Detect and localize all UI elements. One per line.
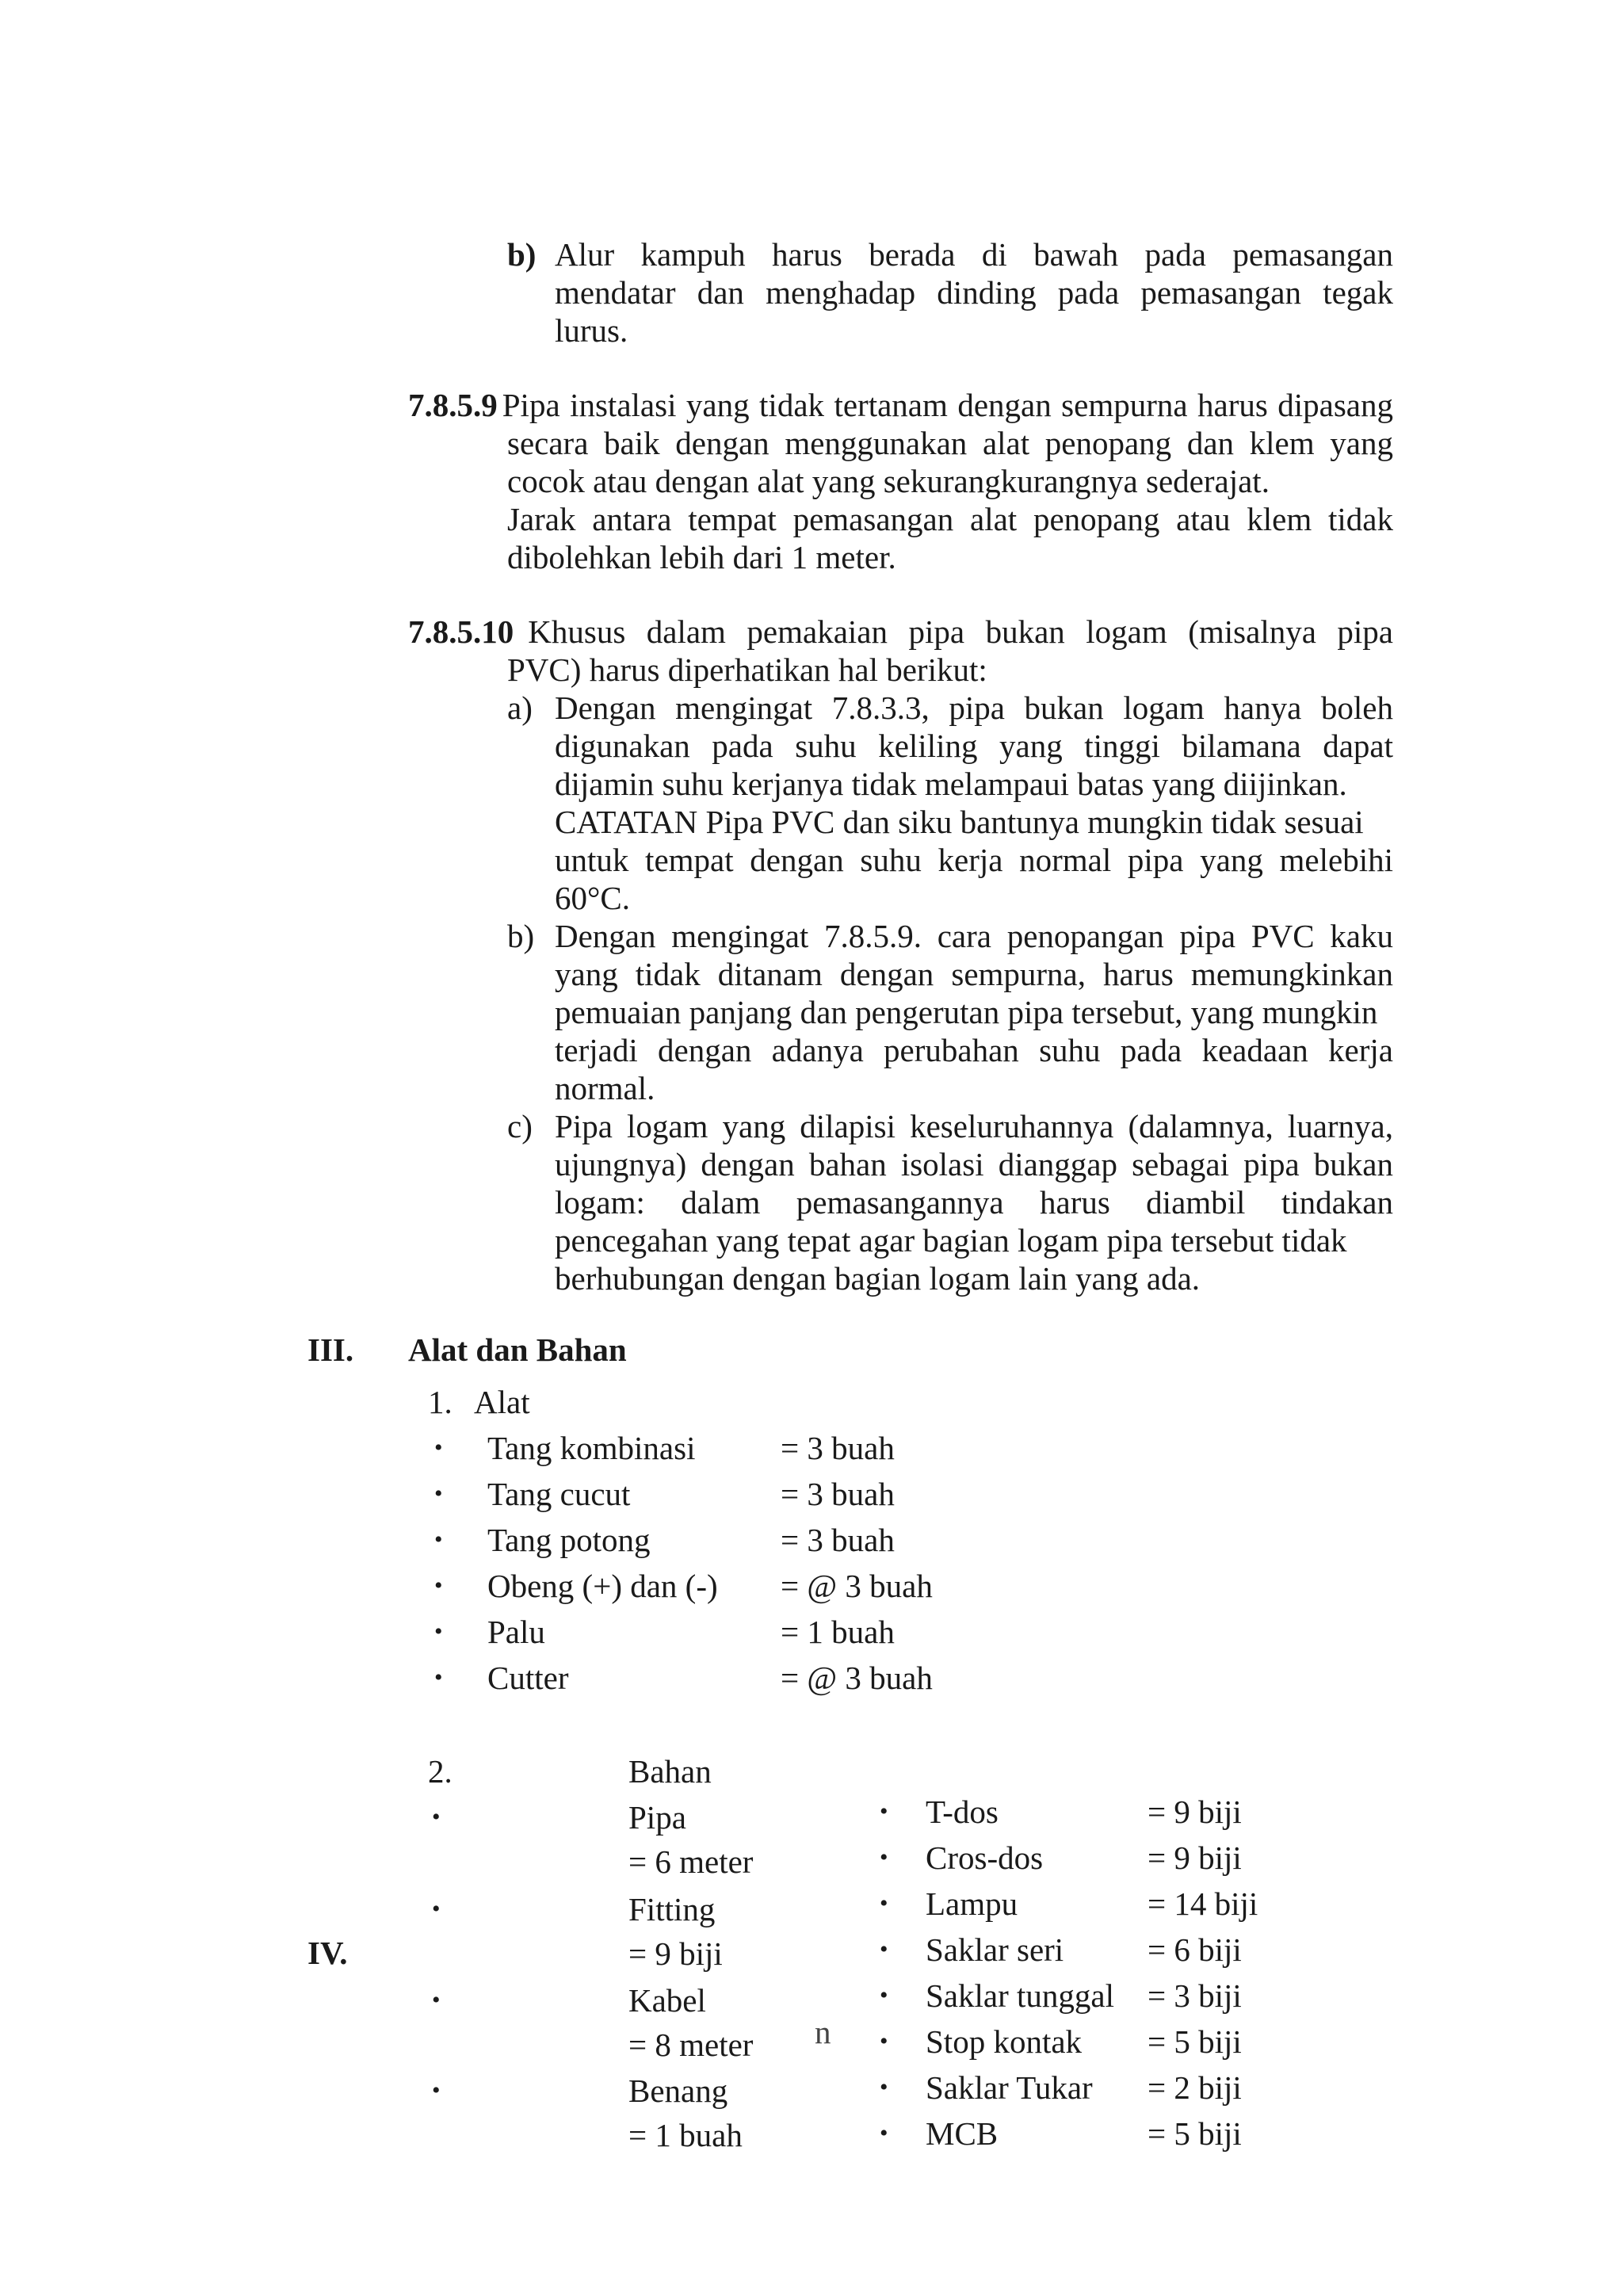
item-b-top-line-3: lurus. bbox=[555, 312, 628, 349]
alat-item-name: Tang cucut bbox=[487, 1476, 631, 1512]
item-a-line-6: 60°C. bbox=[555, 880, 630, 916]
bullet-icon: • bbox=[880, 1936, 888, 1962]
bullet-icon: • bbox=[432, 1987, 441, 2013]
bahan-left-item-name: Pipa bbox=[628, 1799, 686, 1836]
clause-7859-line-2: secara baik dengan menggunakan alat penopang dan klem yang bbox=[507, 425, 1393, 461]
bahan-right-item-name: Saklar seri bbox=[926, 1931, 1064, 1968]
clause-7859-first-row bbox=[408, 386, 1393, 424]
bullet-icon: • bbox=[434, 1480, 443, 1507]
item-c-line-4: pencegahan yang tepat agar bagian logam pipa tersebut tidak bbox=[555, 1222, 1347, 1259]
alat-number: 1. bbox=[428, 1384, 453, 1420]
section-iii-title: Alat dan Bahan bbox=[408, 1331, 627, 1368]
alat-item-qty: = @ 3 buah bbox=[781, 1568, 933, 1604]
item-marker-b: b) bbox=[507, 918, 535, 954]
bahan-right-item-name: Lampu bbox=[926, 1885, 1018, 1922]
bullet-icon: • bbox=[432, 1804, 441, 1830]
alat-item-qty: = 3 buah bbox=[781, 1522, 895, 1558]
bullet-icon: • bbox=[880, 2120, 888, 2146]
bahan-right-item-qty: = 9 biji bbox=[1148, 1794, 1242, 1830]
clause-78510-first-row bbox=[408, 613, 1393, 651]
bahan-left-item-name: Fitting bbox=[628, 1891, 716, 1927]
bullet-icon: • bbox=[880, 1844, 888, 1870]
alat-item-name: Cutter bbox=[487, 1660, 569, 1696]
bullet-icon: • bbox=[880, 1890, 888, 1916]
clause-78510-number: 7.8.5.10 bbox=[408, 613, 514, 650]
alat-item-qty: = @ 3 buah bbox=[781, 1660, 933, 1696]
alat-item-qty: = 3 buah bbox=[781, 1430, 895, 1466]
bahan-right-item-name: T-dos bbox=[926, 1794, 999, 1830]
clause-78510-first-line: Khusus dalam pemakaian pipa bukan logam (misalnya pipa bbox=[528, 613, 1393, 650]
bahan-right-item-qty: = 2 biji bbox=[1148, 2069, 1242, 2106]
bullet-icon: • bbox=[434, 1664, 443, 1690]
bullet-icon: • bbox=[432, 2077, 441, 2103]
clipped-text-fragment bbox=[628, 2157, 692, 2164]
bullet-icon: • bbox=[434, 1572, 443, 1599]
bahan-right-item-name: Stop kontak bbox=[926, 2023, 1083, 2060]
alat-item-qty: = 1 buah bbox=[781, 1614, 895, 1650]
item-a-line-1: Dengan mengingat 7.8.3.3, pipa bukan logam hanya boleh bbox=[555, 690, 1393, 726]
bahan-left-item-qty: = 8 meter bbox=[628, 2027, 754, 2063]
clause-7859-number: 7.8.5.9 bbox=[408, 387, 498, 423]
clause-7859-line-3: cocok atau dengan alat yang sekurangkurangnya sederajat. bbox=[507, 463, 1270, 499]
item-a-line-4: CATATAN Pipa PVC dan siku bantunya mungkin tidak sesuai bbox=[555, 804, 1364, 840]
bahan-right-item-name: Saklar tunggal bbox=[926, 1977, 1114, 2014]
item-b-line-3: pemuaian panjang dan pengerutan pipa tersebut, yang mungkin bbox=[555, 994, 1378, 1030]
clause-7859-line-5: dibolehkan lebih dari 1 meter. bbox=[507, 539, 896, 575]
alat-item-name: Palu bbox=[487, 1614, 545, 1650]
bullet-icon: • bbox=[434, 1618, 443, 1645]
item-marker-c: c) bbox=[507, 1108, 533, 1144]
bahan-right-item-name: Saklar Tukar bbox=[926, 2069, 1093, 2106]
bahan-left-item-qty: = 6 meter bbox=[628, 1843, 754, 1880]
bahan-left-item-qty: = 1 buah bbox=[628, 2117, 743, 2153]
item-a-line-2: digunakan pada suhu keliling yang tinggi bilamana dapat bbox=[555, 728, 1393, 764]
item-c-line-5: berhubungan dengan bagian logam lain yang ada. bbox=[555, 1260, 1201, 1297]
section-iv-numeral: IV. bbox=[307, 1935, 348, 1971]
alat-item-name: Tang potong bbox=[487, 1522, 651, 1558]
alat-item-name: Obeng (+) dan (-) bbox=[487, 1568, 718, 1604]
item-a-line-5: untuk tempat dengan suhu kerja normal pipa yang melebihi bbox=[555, 842, 1393, 878]
bullet-icon: • bbox=[880, 2074, 888, 2100]
bahan-right-item-name: MCB bbox=[926, 2115, 999, 2152]
stray-glyph: n bbox=[815, 2014, 831, 2050]
bullet-icon: • bbox=[434, 1526, 443, 1553]
item-c-line-1: Pipa logam yang dilapisi keseluruhannya (dalamnya, luarnya, bbox=[555, 1108, 1393, 1144]
bullet-icon: • bbox=[432, 1896, 441, 1922]
clause-7859-line-4: Jarak antara tempat pemasangan alat penopang atau klem tidak bbox=[507, 501, 1393, 537]
item-b-line-1: Dengan mengingat 7.8.5.9. cara penopangan pipa PVC kaku bbox=[555, 918, 1393, 954]
bullet-icon: • bbox=[880, 1798, 888, 1824]
bahan-right-item-qty: = 5 biji bbox=[1148, 2115, 1242, 2152]
bahan-number: 2. bbox=[428, 1753, 453, 1790]
item-b-line-4: terjadi dengan adanya perubahan suhu pada keadaan kerja bbox=[555, 1032, 1393, 1068]
alat-item-qty: = 3 buah bbox=[781, 1476, 895, 1512]
bahan-right-item-name: Cros-dos bbox=[926, 1839, 1044, 1876]
item-c-line-2: ujungnya) dengan bahan isolasi dianggap sebagai pipa bukan bbox=[555, 1146, 1393, 1182]
clause-78510-line-2: PVC) harus diperhatikan hal berikut: bbox=[507, 651, 987, 688]
bahan-label: Bahan bbox=[628, 1753, 712, 1790]
alat-label: Alat bbox=[474, 1384, 530, 1420]
bahan-left-item-qty: = 9 biji bbox=[628, 1935, 723, 1972]
section-iii-numeral: III. bbox=[307, 1331, 354, 1368]
clause-7859-first-line: Pipa instalasi yang tidak tertanam dengan sempurna harus dipasang bbox=[502, 387, 1393, 423]
item-c-line-3: logam: dalam pemasangannya harus diambil tindakan bbox=[555, 1184, 1393, 1221]
item-b-line-5: normal. bbox=[555, 1070, 655, 1106]
item-b-line-2: yang tidak ditanam dengan sempurna, harus memungkinkan bbox=[555, 956, 1393, 992]
bahan-right-item-qty: = 5 biji bbox=[1148, 2023, 1242, 2060]
bullet-icon: • bbox=[434, 1435, 443, 1461]
item-a-line-3: dijamin suhu kerjanya tidak melampaui batas yang diijinkan. bbox=[555, 766, 1347, 802]
item-b-top-line-1: Alur kampuh harus berada di bawah pada pemasangan bbox=[555, 236, 1393, 273]
bullet-icon: • bbox=[880, 2028, 888, 2054]
bullet-icon: • bbox=[880, 1982, 888, 2008]
alat-item-name: Tang kombinasi bbox=[487, 1430, 696, 1466]
bahan-right-item-qty: = 3 biji bbox=[1148, 1977, 1242, 2014]
bahan-right-item-qty: = 9 biji bbox=[1148, 1839, 1242, 1876]
bahan-left-item-name: Benang bbox=[628, 2073, 728, 2109]
item-b-top-line-2: mendatar dan menghadap dinding pada pemasangan tegak bbox=[555, 274, 1393, 311]
item-marker-a: a) bbox=[507, 690, 533, 726]
bahan-right-item-qty: = 14 biji bbox=[1148, 1885, 1258, 1922]
bahan-right-item-qty: = 6 biji bbox=[1148, 1931, 1242, 1968]
item-marker-b-top: b) bbox=[507, 236, 537, 273]
bahan-left-item-name: Kabel bbox=[628, 1982, 706, 2019]
